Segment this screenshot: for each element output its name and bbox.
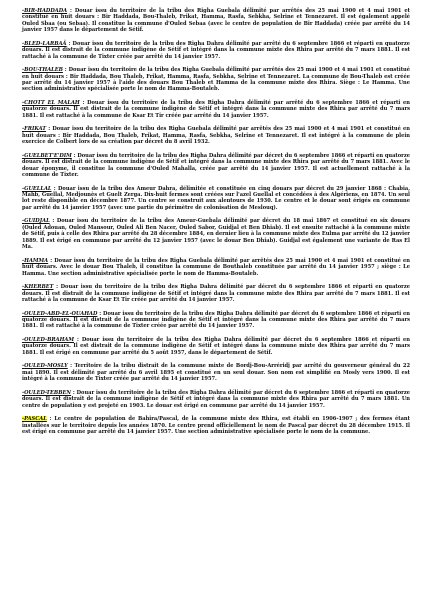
entry-paragraph	[22, 41, 410, 60]
entry-paragraph	[22, 100, 410, 119]
entry-paragraph	[22, 153, 410, 179]
entry-text: Douar issu du territoire de la tribu des Righa Guebala délimité par arrêtés des 25 mai 1900 et 4 mai 1901 et constitué en huit douars : Bir Haddada, Bou Thaleb, Frikat, Hamma, Rasfa, Sebkha, Selrine et Tennezaret. La commune de Bou-Thaleb est créée par arrêté du 14 janvier 1957 à l'aide des douars Bou Thaleb et Hamma de la commune mixte des Rhira. Siège : Le Hamma. Une section administrative spécialisée porte le nom de Hamma-Boutaleb.	[22, 67, 410, 93]
entry-separator: :	[48, 257, 55, 264]
entry-text: Douar issu du territoire de la tribu des Righa Dahra délimité par décret du 6 septembre 1866 et réparti en quatorze douars. Il est distrait de la commune indigène de Sétif et intégré dans la commune mixte des Rhira par arrêté du 7 mars 1881. Un centre de population y est projeté en 1903. Le douar est érigé en commune par arrêté du 14 janvier 1957.	[22, 389, 410, 409]
entry-term: -BLED-LARBAÂ	[22, 40, 67, 47]
entry-text: Douar issu du territoire de la tribu des Righa Guebala délimité par arrêtés des 25 mai 1900 et 4 mai 1901 et constitué en huit douars : Bir Haddada, Bou Thaleb, Frikat, Hamma, Rasfa, Sebkha, Selrine et Tennezaret. Il est intégré à la commune de plein exercice de Colbert lors de sa création par décret du 8 avril 1932.	[22, 126, 410, 146]
entry-paragraph	[22, 8, 410, 34]
entry-separator: :	[74, 336, 82, 343]
entry-separator: :	[71, 389, 77, 396]
entry-separator: :	[67, 8, 75, 14]
entry-paragraph	[22, 390, 410, 409]
entry-term: -BOU-THALEB	[22, 67, 63, 74]
entry-paragraph	[22, 337, 410, 356]
entry-text: Le centre de population de Bahira/Pascal, de la commune mixte des Rhira, est établi en 1906-1907 ; des fermes étant installées sur le territoire depuis les années 1870. Le centre prend officiellement le nom de Pascal par décret du 28 décembre 1915. Il est érigé en commune par arrêté du 14 janvier 1957. Une section administrative spécialisée porte le nom de la commune.	[22, 416, 410, 435]
entry-paragraph	[22, 284, 410, 303]
entry-term: -OULED-MOSLY	[22, 363, 68, 370]
entry-text: Douar issu du territoire de la tribu des Righa Dahra délimité par arrêté du 6 septembre 1866 et réparti en quatorze douars. Il est distrait de la commune indigène de Sétif et intégré dans la commune mixte des Rhira par arrêté du 7 mars 1881. Il est rattaché à la commune de Tixter créée par arrêté du 14 janvier 1957.	[22, 40, 410, 60]
entry-term: -FRIKAT	[22, 126, 47, 133]
entry-text: Douar issu du territoire de la tribu des Ameur-Guebala délimité par décret du 18 mai 1867 et constitué en six douars (Ouled Adouan, Ouled Mansour, Ouled Ali Ben Nacer, Ouled Sabor, Guidjal et Ben Dhiab). Il est ensuite rattaché à la commune mixte de Sétif, puis à celle des Rhira par arrêté du 28 décembre 1884, en dernier lieu à la commune mixte des Eulma par arrêté du 12 janvier 1889. Il est érigé en commune par arrêté du 12 janvier 1957 (avec le douar Ben Dhiab). Guidjal est également une variante de Ras El Ma.	[22, 218, 410, 251]
entry-separator: :	[51, 185, 58, 192]
entry-paragraph	[22, 416, 410, 435]
entry-text: Douar issu du territoire de la tribu des Righa Dahra délimité par décret du 6 septembre 1866 et réparti en quatorze douars. Il est distrait de la commune indigène de Sétif et intégré dans la commune mixte des Rhira par arrêté du 7 mars 1881. Avec le douar éponyme, il constitue la commune d'Ouled Mahalla, créée par arrêté du 14 janvier 1957. Il est actuellement rattaché à la commune de Tixter.	[22, 152, 410, 179]
entry-separator: :	[71, 152, 78, 159]
entry-text: Douar issu du territoire de la tribu des Righa Dahra délimité par décret du 6 septembre 1866 et réparti en quatorze douars. Il est distrait de la commune indigène de Sétif et intégré dans la commune mixte des Rhira par arrêté du 7 mars 1881. Il est rattaché à la commune de Tixter créée par arrêté du 14 janvier 1957.	[22, 310, 410, 330]
entry-text: Douar issu du territoire de la tribu des Righa Dahra délimité par décret du 6 septembre 1866 et réparti en quatorze douars. Il est distrait de la commune indigène de Sétif et intégré dans la commune mixte des Rhira par arrêté du 7 mars 1881. Il est rattaché à la commune de Ksar Et Tir créée par arrêté du 14 janvier 1957.	[22, 284, 410, 303]
entry-list	[22, 8, 410, 435]
entry-separator: :	[79, 100, 88, 107]
entry-text: Douar issu de la tribu des Ameur Dahra, délimitée et constituée en cinq douars par décret du 29 janvier 1868 : Chabia, Mahb, Guellal, Medjounès et Guelt Zerga. Dix-huit fermes sont créées sur l'azel Guellal et concédées à des Algériens, en 1874. Un seul lot reste disponible en décembre 1877. Un centre se construit aux alentours de 1930. Le centre et le douar sont érigés en commune par arrêté du 14 janvier 1957 (avec une partie du périmètre de colonisation de Meslouq).	[22, 185, 410, 211]
entry-paragraph	[22, 311, 410, 330]
entry-term: -GUELLAL	[22, 185, 52, 192]
entry-separator: :	[49, 218, 57, 225]
entry-text: Douar issu du territoire de la tribu des Righa Guebala délimité par arrêtés des 25 mai 1900 et 4 mai 1901 et constitué en huit douars. Avec le douar Bou Thaleb, il constitue la commune de Bouthaleb constituée par arrêté du 14 janvier 1957 ; siège : Le Hamma. Une section administrative spécialisée porte le nom de Hamma-Boutaleb.	[22, 257, 410, 277]
entry-text: Douar issu du territoire de la tribu des Righa Dahra délimité par arrêté du 6 septembre 1866 et réparti en quatorze douars. Il est distrait de la commune indigène de Sétif et intégré dans la commune mixte des Rhira par arrêté du 7 mars 1881. Il est rattaché à la commune de Ksar Et Tir créée par arrêté du 14 janvier 1957.	[22, 100, 410, 119]
entry-separator: :	[67, 363, 75, 370]
entry-term: -GUIDJAL	[22, 218, 50, 225]
entry-separator: :	[53, 284, 61, 291]
entry-term: -PASCAL	[22, 416, 47, 423]
entry-paragraph	[22, 186, 410, 212]
entry-term: -OULED-BRAHAM	[22, 336, 74, 343]
entry-paragraph	[22, 363, 410, 382]
entry-text: Douar issu du territoire de la tribu des Righa Dahra délimité par décret du 6 septembre 1866 et réparti en quatorze douars. Il est distrait de la commune indigène de Sétif et intégré dans la commune mixte des Rhira par arrêté du 7 mars 1881. Il est érigé en commune par arrêté du 5 août 1957, dans le département de Sétif.	[22, 336, 410, 356]
entry-separator: :	[62, 67, 69, 74]
entry-term: -HAMMA	[22, 257, 49, 264]
entry-paragraph	[22, 218, 410, 250]
entry-separator: :	[46, 416, 55, 423]
entry-paragraph	[22, 126, 410, 145]
entry-text: Douar issu du territoire de la tribu des Righa Guebala délimité par arrêtés des 25 mai 1900 et 4 mai 1901 et constitué en huit douars : Bir Haddada, Bou-Thaleb, Frikat, Hamma, Rasfa, Sebkha, Selrine et Tennezaret. Il est également appelé Ouled Sbaa (ou Sebaa). Il constitue la commune d'Ouled Sebaa (avec le centre de population de Bir Haddada) créée par arrêté du 14 janvier 1957 dans le département de Sétif.	[22, 8, 411, 34]
entry-term: -KHERBET	[22, 284, 54, 291]
entry-paragraph	[22, 67, 410, 93]
entry-separator: :	[46, 126, 53, 133]
entry-term: -BIR-HADDADA	[22, 8, 68, 14]
entry-separator: :	[97, 310, 104, 317]
entry-term: -CHOTT EL MALAH	[22, 100, 80, 107]
entry-paragraph	[22, 258, 410, 277]
entry-separator: :	[66, 40, 73, 47]
entry-text: Territoire de la tribu distrait de la commune mixte de Bordj-Bou-Arréridj par arrêté du gouverneur général du 22 mai 1890. Il est délimité par arrêté du 6 avril 1895 et constitué en un seul douar. Son nom est simplifié en Mosly vers 1900. Il est intégré à la commune de Tixter créée par arrêté du 14 janvier 1957.	[22, 363, 410, 383]
entry-term: -OULED-ABD-EL-OUAHAD	[22, 310, 98, 317]
entry-term: -OULED-TEBBEN	[22, 389, 72, 396]
entry-term: -GUELBET'E'DIM	[22, 152, 72, 159]
